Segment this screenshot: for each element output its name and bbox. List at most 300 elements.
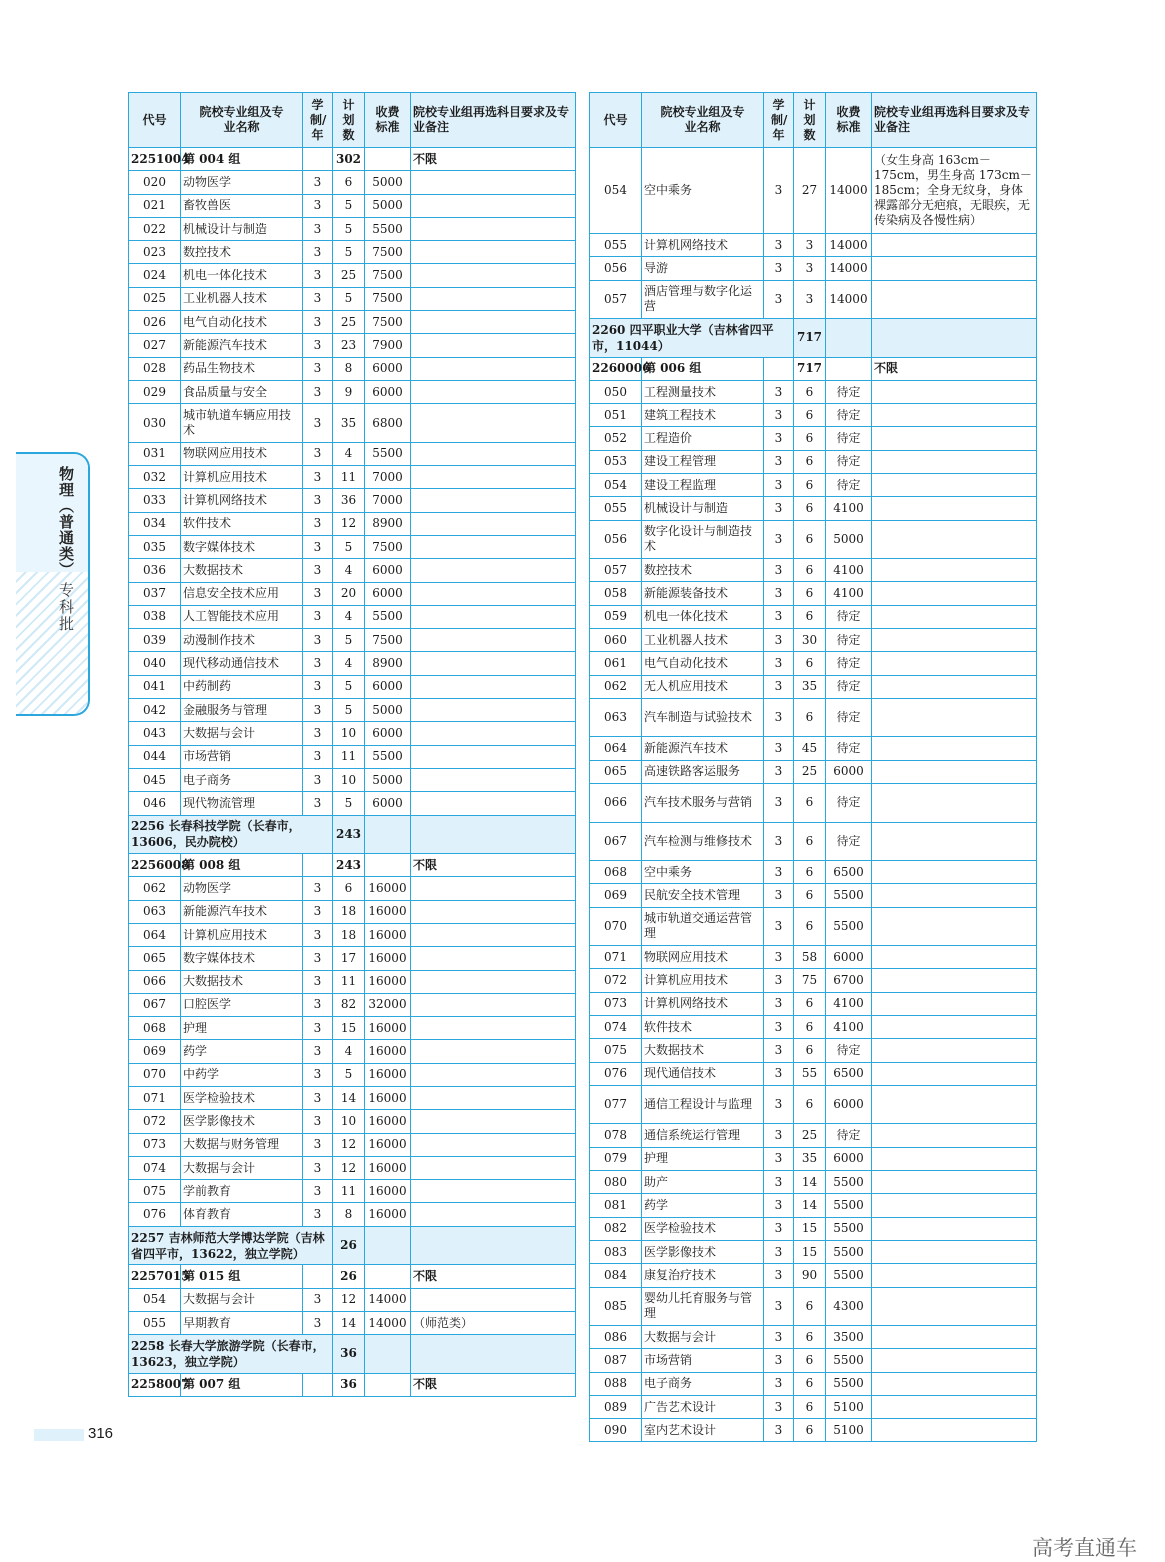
- major-row: [590, 629, 1037, 652]
- major-code: 076: [129, 1203, 181, 1226]
- major-years: 3: [764, 884, 794, 907]
- major-row: [129, 1133, 576, 1156]
- major-fee: 待定: [826, 404, 872, 427]
- major-fee: 待定: [826, 474, 872, 497]
- major-name: 物联网应用技术: [642, 946, 764, 969]
- empty-cell: [365, 854, 411, 877]
- major-code: 039: [129, 629, 181, 652]
- major-code: 029: [129, 380, 181, 403]
- major-code: 055: [590, 234, 642, 257]
- major-fee: 14000: [826, 257, 872, 280]
- major-code: 065: [129, 947, 181, 970]
- major-row: [590, 861, 1037, 884]
- group-plan: 717: [794, 357, 826, 380]
- major-fee: 待定: [826, 1039, 872, 1062]
- major-note: [872, 675, 1037, 698]
- major-plan: 5: [333, 1063, 365, 1086]
- left-admission-table: [128, 92, 576, 1397]
- major-plan: 15: [333, 1017, 365, 1040]
- major-plan: 6: [794, 582, 826, 605]
- major-years: 3: [303, 900, 333, 923]
- major-note: [872, 946, 1037, 969]
- major-fee: 待定: [826, 698, 872, 737]
- major-fee: 6000: [826, 1085, 872, 1124]
- major-name: 现代移动通信技术: [181, 652, 303, 675]
- major-fee: 14000: [365, 1288, 411, 1311]
- major-name: 通信系统运行管理: [642, 1124, 764, 1147]
- major-note: [872, 280, 1037, 319]
- major-code: 067: [129, 993, 181, 1016]
- major-name: 信息安全技术应用: [181, 582, 303, 605]
- institution-name: 2257 吉林师范大学博达学院（吉林省四平市，13622，独立学院）: [129, 1226, 333, 1265]
- major-name: 食品质量与安全: [181, 380, 303, 403]
- major-plan: 9: [333, 380, 365, 403]
- major-years: 3: [303, 745, 333, 768]
- major-years: 3: [764, 257, 794, 280]
- major-code: 058: [590, 582, 642, 605]
- major-note: [872, 605, 1037, 628]
- major-row: [129, 171, 576, 194]
- major-row: [590, 148, 1037, 234]
- major-row: [129, 993, 576, 1016]
- major-fee: 6000: [365, 675, 411, 698]
- major-note: [872, 450, 1037, 473]
- major-code: 057: [590, 280, 642, 319]
- major-row: [129, 1017, 576, 1040]
- major-fee: 5500: [365, 217, 411, 240]
- major-code: 053: [590, 450, 642, 473]
- major-name: 酒店管理与数字化运营: [642, 280, 764, 319]
- major-code: 079: [590, 1147, 642, 1170]
- major-plan: 5: [333, 792, 365, 815]
- major-name: 畜牧兽医: [181, 194, 303, 217]
- major-name: 新能源汽车技术: [181, 900, 303, 923]
- major-name: 数控技术: [642, 559, 764, 582]
- major-name: 城市轨道交通运营管理: [642, 907, 764, 946]
- major-note: [872, 559, 1037, 582]
- major-row: [129, 287, 576, 310]
- major-code: 021: [129, 194, 181, 217]
- major-note: [872, 861, 1037, 884]
- major-fee: 5500: [826, 1240, 872, 1263]
- major-code: 080: [590, 1171, 642, 1194]
- institution-name: 2258 长春大学旅游学院（长春市，13623，独立学院）: [129, 1335, 333, 1374]
- major-plan: 6: [794, 427, 826, 450]
- major-name: 汽车检测与维修技术: [642, 822, 764, 861]
- major-code: 081: [590, 1194, 642, 1217]
- major-plan: 6: [794, 380, 826, 403]
- major-fee: 4100: [826, 497, 872, 520]
- major-note: [872, 992, 1037, 1015]
- major-code: 038: [129, 605, 181, 628]
- group-requirement: 不限: [411, 148, 576, 171]
- header-name: 院校专业组及专业名称: [642, 93, 764, 148]
- major-plan: 90: [794, 1264, 826, 1287]
- major-fee: 待定: [826, 629, 872, 652]
- major-row: [590, 1264, 1037, 1287]
- major-row: [590, 1287, 1037, 1326]
- major-code: 068: [590, 861, 642, 884]
- major-row: [590, 234, 1037, 257]
- major-plan: 3: [794, 234, 826, 257]
- major-row: [590, 474, 1037, 497]
- major-code: 073: [590, 992, 642, 1015]
- institution-plan: 26: [333, 1226, 365, 1265]
- major-plan: 14: [333, 1311, 365, 1334]
- major-years: 3: [764, 1016, 794, 1039]
- major-fee: 6800: [365, 404, 411, 443]
- major-years: 3: [303, 1180, 333, 1203]
- major-fee: 5500: [826, 1264, 872, 1287]
- major-plan: 12: [333, 512, 365, 535]
- major-row: [590, 1124, 1037, 1147]
- empty-cell: [365, 1226, 411, 1265]
- major-years: 3: [764, 427, 794, 450]
- major-plan: 35: [794, 1147, 826, 1170]
- major-name: 广告艺术设计: [642, 1395, 764, 1418]
- major-plan: 14: [794, 1171, 826, 1194]
- major-note: [872, 1171, 1037, 1194]
- major-row: [129, 877, 576, 900]
- major-years: 3: [764, 234, 794, 257]
- major-plan: 15: [794, 1217, 826, 1240]
- major-name: 现代通信技术: [642, 1062, 764, 1085]
- major-plan: 5: [333, 699, 365, 722]
- major-plan: 6: [794, 1039, 826, 1062]
- major-note: [411, 947, 576, 970]
- major-years: 3: [764, 1147, 794, 1170]
- major-name: 工业机器人技术: [642, 629, 764, 652]
- major-row: [129, 559, 576, 582]
- major-fee: 5000: [826, 520, 872, 559]
- major-fee: 待定: [826, 427, 872, 450]
- major-name: 助产: [642, 1171, 764, 1194]
- major-fee: 4100: [826, 992, 872, 1015]
- major-fee: 16000: [365, 1203, 411, 1226]
- major-note: [872, 1062, 1037, 1085]
- major-fee: 7000: [365, 489, 411, 512]
- major-row: [590, 1326, 1037, 1349]
- major-name: 婴幼儿托育服务与管理: [642, 1287, 764, 1326]
- major-note: [411, 900, 576, 923]
- major-fee: 7500: [365, 287, 411, 310]
- major-code: 074: [590, 1016, 642, 1039]
- group-row: [129, 1373, 576, 1396]
- major-code: 065: [590, 760, 642, 783]
- header-note: 院校专业组再选科目要求及专业备注: [411, 93, 576, 148]
- major-plan: 5: [333, 217, 365, 240]
- major-row: [129, 1180, 576, 1203]
- major-years: 3: [764, 450, 794, 473]
- major-name: 计算机应用技术: [642, 969, 764, 992]
- major-code: 044: [129, 745, 181, 768]
- major-years: 3: [303, 652, 333, 675]
- major-code: 031: [129, 442, 181, 465]
- empty-cell: [365, 815, 411, 854]
- major-note: [411, 1156, 576, 1179]
- empty-cell: [411, 1226, 576, 1265]
- major-plan: 25: [794, 760, 826, 783]
- major-name: 护理: [642, 1147, 764, 1170]
- major-plan: 6: [794, 605, 826, 628]
- major-code: 085: [590, 1287, 642, 1326]
- major-name: 软件技术: [642, 1016, 764, 1039]
- major-name: 城市轨道车辆应用技术: [181, 404, 303, 443]
- major-row: [590, 1419, 1037, 1442]
- group-requirement: 不限: [872, 357, 1037, 380]
- major-code: 024: [129, 264, 181, 287]
- major-code: 051: [590, 404, 642, 427]
- major-years: 3: [764, 1264, 794, 1287]
- major-row: [129, 1311, 576, 1334]
- major-note: [872, 760, 1037, 783]
- institution-name: 2256 长春科技学院（长春市，13606，民办院校）: [129, 815, 333, 854]
- major-name: 动漫制作技术: [181, 629, 303, 652]
- major-name: 数控技术: [181, 241, 303, 264]
- major-name: 大数据技术: [181, 559, 303, 582]
- major-name: 数字媒体技术: [181, 535, 303, 558]
- major-name: 计算机网络技术: [642, 992, 764, 1015]
- major-fee: 4100: [826, 582, 872, 605]
- major-note: [872, 380, 1037, 403]
- major-name: 大数据与会计: [181, 1156, 303, 1179]
- major-plan: 6: [794, 907, 826, 946]
- major-years: 3: [764, 1240, 794, 1263]
- major-fee: 16000: [365, 1110, 411, 1133]
- major-fee: 7500: [365, 264, 411, 287]
- group-code: 2256008: [129, 854, 181, 877]
- major-fee: 5500: [826, 1194, 872, 1217]
- major-fee: 16000: [365, 1086, 411, 1109]
- major-plan: 12: [333, 1133, 365, 1156]
- major-plan: 14: [794, 1194, 826, 1217]
- group-name: 第 004 组: [181, 148, 303, 171]
- major-fee: 14000: [826, 280, 872, 319]
- major-fee: 6000: [365, 380, 411, 403]
- group-code: 2251004: [129, 148, 181, 171]
- empty-cell: [303, 1373, 333, 1396]
- major-name: 药学: [181, 1040, 303, 1063]
- major-row: [590, 1194, 1037, 1217]
- major-note: [872, 234, 1037, 257]
- major-fee: 5500: [826, 1372, 872, 1395]
- major-fee: 5100: [826, 1419, 872, 1442]
- major-fee: 5500: [365, 442, 411, 465]
- major-years: 3: [303, 675, 333, 698]
- major-code: 063: [129, 900, 181, 923]
- major-row: [129, 1156, 576, 1179]
- group-requirement: 不限: [411, 1265, 576, 1288]
- major-note: [411, 1203, 576, 1226]
- major-years: 3: [303, 489, 333, 512]
- major-years: 3: [764, 1217, 794, 1240]
- major-code: 041: [129, 675, 181, 698]
- group-row: [129, 1265, 576, 1288]
- major-years: 3: [764, 520, 794, 559]
- major-name: 无人机应用技术: [642, 675, 764, 698]
- major-fee: 14000: [826, 234, 872, 257]
- major-name: 机电一体化技术: [642, 605, 764, 628]
- major-name: 早期教育: [181, 1311, 303, 1334]
- major-name: 大数据与会计: [181, 722, 303, 745]
- major-plan: 17: [333, 947, 365, 970]
- major-row: [129, 217, 576, 240]
- major-years: 3: [303, 792, 333, 815]
- major-note: [411, 877, 576, 900]
- major-fee: 7500: [365, 241, 411, 264]
- major-plan: 15: [794, 1240, 826, 1263]
- major-plan: 5: [333, 535, 365, 558]
- major-code: 067: [590, 822, 642, 861]
- empty-cell: [365, 148, 411, 171]
- major-plan: 6: [794, 784, 826, 823]
- major-fee: 5500: [826, 1171, 872, 1194]
- major-plan: 6: [794, 520, 826, 559]
- major-years: 3: [764, 760, 794, 783]
- major-row: [129, 923, 576, 946]
- major-name: 工程测量技术: [642, 380, 764, 403]
- major-code: 077: [590, 1085, 642, 1124]
- major-years: 3: [303, 1156, 333, 1179]
- major-code: 035: [129, 535, 181, 558]
- major-note: [411, 559, 576, 582]
- header-years: 学制/年: [764, 93, 794, 148]
- major-plan: 82: [333, 993, 365, 1016]
- major-plan: 5: [333, 287, 365, 310]
- group-plan: 26: [333, 1265, 365, 1288]
- institution-plan: 36: [333, 1335, 365, 1374]
- major-years: 3: [303, 1133, 333, 1156]
- major-years: 3: [764, 992, 794, 1015]
- major-note: [872, 520, 1037, 559]
- major-fee: 5500: [365, 745, 411, 768]
- major-name: 民航安全技术管理: [642, 884, 764, 907]
- major-code: 045: [129, 768, 181, 791]
- major-code: 023: [129, 241, 181, 264]
- major-years: 3: [764, 497, 794, 520]
- major-plan: 11: [333, 745, 365, 768]
- major-name: 建设工程监理: [642, 474, 764, 497]
- major-plan: 10: [333, 768, 365, 791]
- major-code: 043: [129, 722, 181, 745]
- major-plan: 35: [794, 675, 826, 698]
- major-name: 护理: [181, 1017, 303, 1040]
- major-plan: 8: [333, 357, 365, 380]
- major-years: 3: [303, 582, 333, 605]
- major-plan: 75: [794, 969, 826, 992]
- group-plan: 243: [333, 854, 365, 877]
- major-row: [129, 466, 576, 489]
- group-row: [129, 854, 576, 877]
- major-row: [129, 1203, 576, 1226]
- group-row: [590, 357, 1037, 380]
- major-row: [129, 1063, 576, 1086]
- major-note: [872, 969, 1037, 992]
- major-code: 034: [129, 512, 181, 535]
- major-name: 医学影像技术: [642, 1240, 764, 1263]
- major-code: 074: [129, 1156, 181, 1179]
- major-fee: 5100: [826, 1395, 872, 1418]
- major-plan: 6: [794, 1419, 826, 1442]
- major-plan: 12: [333, 1156, 365, 1179]
- major-fee: 待定: [826, 652, 872, 675]
- major-fee: 16000: [365, 1180, 411, 1203]
- major-plan: 6: [794, 559, 826, 582]
- major-years: 3: [764, 582, 794, 605]
- major-name: 体育教育: [181, 1203, 303, 1226]
- major-row: [129, 241, 576, 264]
- major-plan: 11: [333, 466, 365, 489]
- major-code: 046: [129, 792, 181, 815]
- major-note: [872, 427, 1037, 450]
- major-row: [590, 698, 1037, 737]
- major-note: [411, 699, 576, 722]
- major-years: 3: [764, 1349, 794, 1372]
- major-code: 056: [590, 257, 642, 280]
- major-note: [411, 1288, 576, 1311]
- group-requirement: 不限: [411, 1373, 576, 1396]
- empty-cell: [303, 148, 333, 171]
- table-header: [590, 93, 1037, 148]
- group-code: 2260006: [590, 357, 642, 380]
- major-plan: 6: [794, 884, 826, 907]
- major-years: 3: [303, 334, 333, 357]
- major-code: 073: [129, 1133, 181, 1156]
- major-row: [590, 822, 1037, 861]
- major-years: 3: [764, 404, 794, 427]
- major-plan: 18: [333, 900, 365, 923]
- major-row: [590, 946, 1037, 969]
- major-fee: 4100: [826, 1016, 872, 1039]
- major-fee: 6500: [826, 1062, 872, 1085]
- major-fee: 5500: [826, 1349, 872, 1372]
- major-fee: 6000: [826, 1147, 872, 1170]
- major-name: 口腔医学: [181, 993, 303, 1016]
- header-plan: 计划数: [794, 93, 826, 148]
- major-code: 071: [590, 946, 642, 969]
- major-name: 中药学: [181, 1063, 303, 1086]
- major-code: 059: [590, 605, 642, 628]
- header-code: 代号: [129, 93, 181, 148]
- major-years: 3: [303, 311, 333, 334]
- side-tab-top: [16, 454, 88, 574]
- major-fee: 5500: [826, 884, 872, 907]
- major-code: 063: [590, 698, 642, 737]
- major-row: [590, 582, 1037, 605]
- major-code: 025: [129, 287, 181, 310]
- major-code: 030: [129, 404, 181, 443]
- major-code: 054: [590, 474, 642, 497]
- major-fee: 4300: [826, 1287, 872, 1326]
- major-name: 机械设计与制造: [181, 217, 303, 240]
- major-row: [129, 311, 576, 334]
- major-row: [129, 947, 576, 970]
- major-row: [590, 280, 1037, 319]
- major-plan: 6: [794, 1085, 826, 1124]
- major-code: 084: [590, 1264, 642, 1287]
- major-name: 工程造价: [642, 427, 764, 450]
- major-name: 高速铁路客运服务: [642, 760, 764, 783]
- major-note: [411, 264, 576, 287]
- major-row: [590, 1349, 1037, 1372]
- major-row: [129, 699, 576, 722]
- major-note: [872, 1085, 1037, 1124]
- major-years: 3: [303, 923, 333, 946]
- major-years: 3: [764, 629, 794, 652]
- empty-cell: [764, 357, 794, 380]
- major-note: [872, 1124, 1037, 1147]
- major-code: 028: [129, 357, 181, 380]
